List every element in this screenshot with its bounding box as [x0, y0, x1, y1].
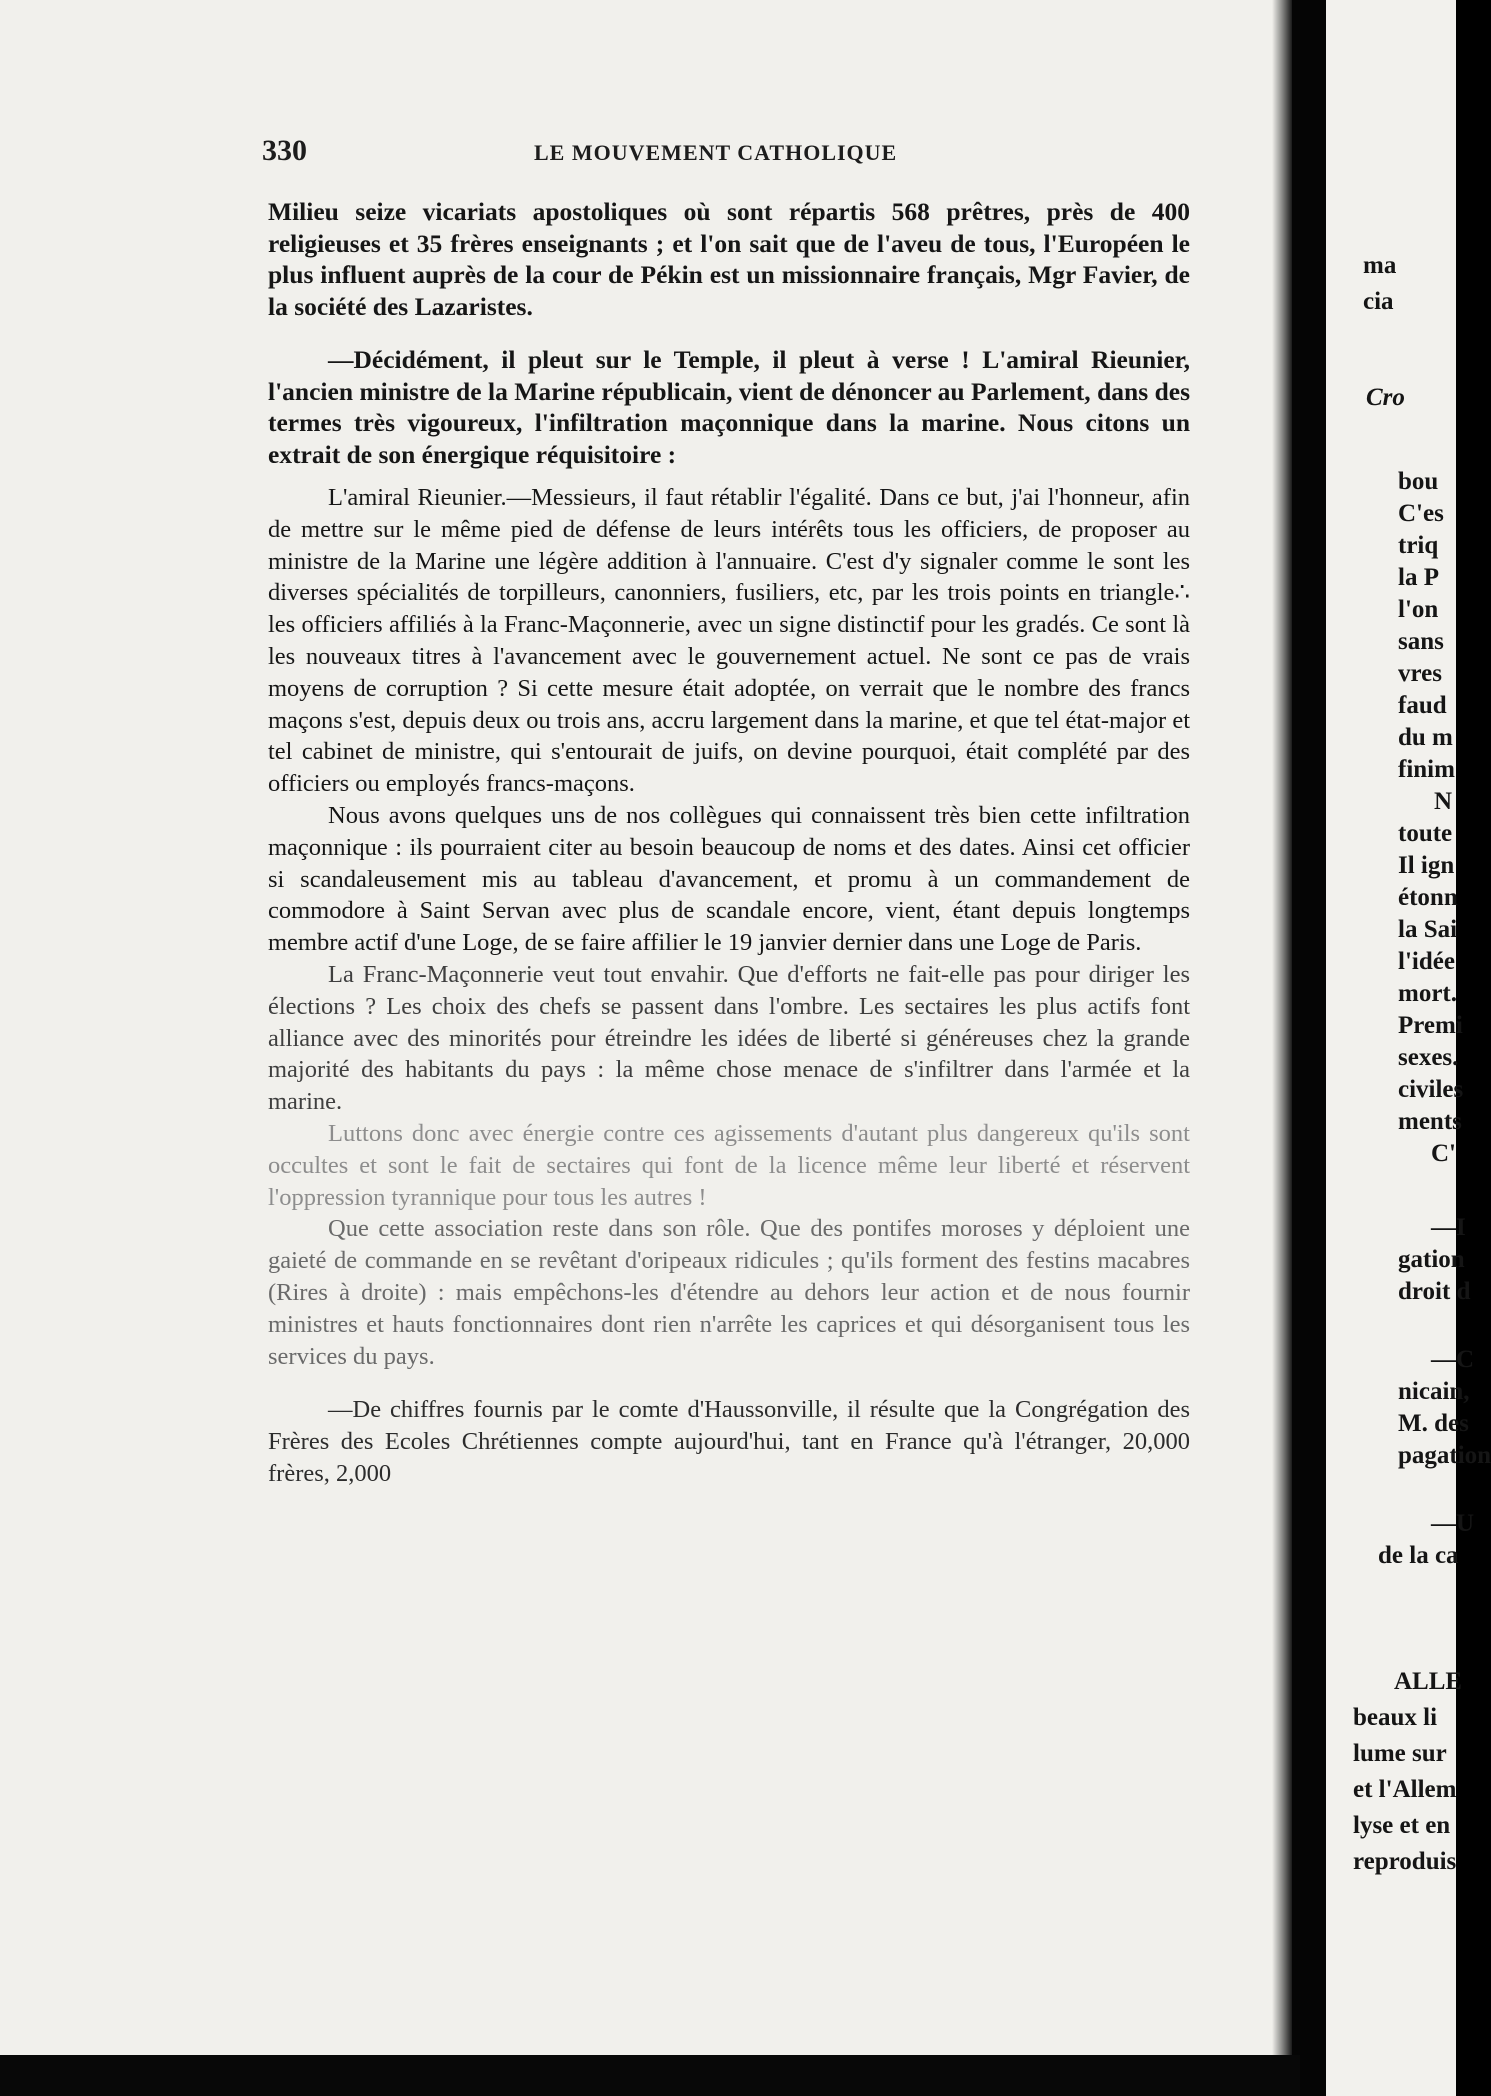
right-fragment: Premi — [1398, 1012, 1463, 1039]
right-fragment: C' — [1431, 1140, 1456, 1167]
page-number: 330 — [262, 134, 307, 167]
right-fragment: finim — [1398, 756, 1455, 783]
right-fragment: C'es — [1398, 500, 1444, 527]
right-fragment: —I — [1431, 1214, 1466, 1241]
paragraph-rieunier-intro: —Décidément, il pleut sur le Temple, il pleut à verse ! L'amiral Rieunier, l'ancien ministre de la Marine républicain, vient de dénoncer au Parlement, dans des termes très vigoureux, l'infiltration maçonnique dans la marine. Nous citons un extrait de son énergique réquisitoire : — [268, 345, 1190, 469]
right-fragment: Cro — [1366, 384, 1405, 411]
right-page-edge — [1326, 0, 1491, 2096]
right-fragment: Il ign — [1398, 852, 1455, 879]
speech-paragraph-3: La Franc-Maçonnerie veut tout envahir. Que d'efforts ne fait-elle pas pour diriger les élections ? Les choix des chefs se passent dans l'ombre. Les sectaires les plus actifs font alliance avec des minorités pour étreindre les idées de liberté si généreuses chez la grande majorité des habitants du pays : la même chose menace de s'infiltrer dans l'armée et la marine. — [268, 960, 1190, 1116]
right-fragment: la P — [1398, 564, 1439, 591]
right-fragment: lyse et en — [1353, 1812, 1451, 1839]
body-text — [268, 196, 1190, 1490]
right-fragment: l'idée — [1398, 948, 1455, 975]
right-fragment: civiles — [1398, 1076, 1464, 1103]
right-fragment: ma — [1363, 252, 1397, 279]
right-fragment: reproduis — [1353, 1848, 1457, 1875]
right-fragment: l'on — [1398, 596, 1439, 623]
running-header — [262, 134, 1194, 174]
speech-paragraph-4: Luttons donc avec énergie contre ces agissements d'autant plus dangereux qu'ils sont occultes et sont le fait de sectaires qui font de la licence même leur liberté et réservent l'oppression tyrannique pour tous les autres ! — [268, 1119, 1190, 1211]
right-fragment: ALLE — [1394, 1668, 1463, 1695]
right-fragment: gation — [1398, 1246, 1465, 1273]
scan-bottom-border — [0, 2055, 1300, 2096]
speech-paragraph-5: Que cette association reste dans son rôle. Que des pontifes moroses y déploient une gaieté de commande en se revêtant d'oripeaux ridicules ; qu'ils forment des festins macabres (Rires à droite) : mais empêchons-les d'étendre au dehors leur action et de nous fournir ministres et hauts fonctionnaires dont rien n'arrête les caprices et qui désorganisent tous les services du pays. — [268, 1215, 1190, 1370]
right-fragment: de la ca — [1378, 1542, 1459, 1569]
right-fragment: faud — [1398, 692, 1447, 719]
right-fragment: nicain, — [1398, 1378, 1470, 1405]
right-fragment: cia — [1363, 288, 1394, 315]
right-fragment: pagation — [1398, 1442, 1491, 1469]
quoted-speech — [268, 482, 1190, 1372]
right-fragment: —C — [1431, 1346, 1475, 1373]
paragraph-haussonville: —De chiffres fournis par le comte d'Haussonville, il résulte que la Congrégation des Frères des Ecoles Chrétiennes compte aujourd'hui, tant en France qu'à l'étranger, 20,000 frères, 2,000 — [268, 1396, 1190, 1487]
right-fragment: vres — [1398, 660, 1442, 687]
right-fragment: droit d — [1398, 1278, 1471, 1305]
right-fragment: ments — [1398, 1108, 1462, 1135]
right-fragment: lume sur — [1353, 1740, 1447, 1767]
speech-paragraph-1: L'amiral Rieunier.—Messieurs, il faut rétablir l'égalité. Dans ce but, j'ai l'honneur, afin de mettre sur le même pied de défense de leurs intérêts tous les officiers, de proposer au ministre de la Marine une légère addition à l'annuaire. C'est d'y signaler comme le sont les diverses spécialités de torpilleurs, canonniers, fusiliers, etc, par les trois points en triangle∴ les officiers affiliés à la Franc-Maçonnerie, avec un signe distinctif pour les gradés. Ce sont là les nouveaux titres à l'avancement avec le gouvernement actuel. Ne sont ce pas de vrais moyens de corruption ? Si cette mesure était adoptée, on verrait que le nombre des francs maçons s'est, depuis deux ou trois ans, accru largement dans la marine, et que tel état-major et tel cabinet de ministre, qui s'entourait de juifs, on devine pourquoi, était complété par des officiers ou employés francs-maçons. — [268, 484, 1190, 798]
page-gutter — [1272, 0, 1292, 2096]
right-fragment: étonn — [1398, 884, 1458, 911]
right-fragment: mort. — [1398, 980, 1457, 1007]
right-fragment: du m — [1398, 724, 1453, 751]
paragraph-continuation: Milieu seize vicariats apostoliques où sont répartis 568 prêtres, près de 400 religieuses et 35 frères enseignants ; et l'on sait que de l'aveu de tous, l'Européen le plus influent auprès de la cour de Pékin est un missionnaire français, Mgr Favier, de la société des Lazaristes. — [268, 197, 1190, 321]
scan-border — [1292, 0, 1326, 2096]
right-fragment: la Sai — [1398, 916, 1458, 943]
right-fragment: —U — [1431, 1510, 1475, 1537]
right-fragment: toute — [1398, 820, 1453, 847]
right-fragment: N — [1434, 788, 1453, 815]
right-fragment: beaux li — [1353, 1704, 1438, 1731]
running-title: LE MOUVEMENT CATHOLIQUE — [534, 140, 898, 165]
right-fragment: triq — [1398, 532, 1439, 559]
right-fragment: bou — [1398, 468, 1439, 495]
speech-paragraph-2: Nous avons quelques uns de nos collègues qui connaissent très bien cette infiltration maçonnique : ils pourraient citer au besoin beaucoup de noms et des dates. Ainsi cet officier si scandaleusement mis au tableau d'avancement, et promu à un commandement de commodore à Saint Servan avec plus de scandale encore, vient, étant depuis longtemps membre actif d'une Loge, de se faire affilier le 19 janvier dernier dans une Loge de Paris. — [268, 801, 1190, 957]
right-fragment: M. des — [1398, 1410, 1469, 1437]
right-fragment: sexes. — [1398, 1044, 1459, 1071]
right-fragment: sans — [1398, 628, 1444, 655]
right-fragment: et l'Allem — [1353, 1776, 1457, 1803]
